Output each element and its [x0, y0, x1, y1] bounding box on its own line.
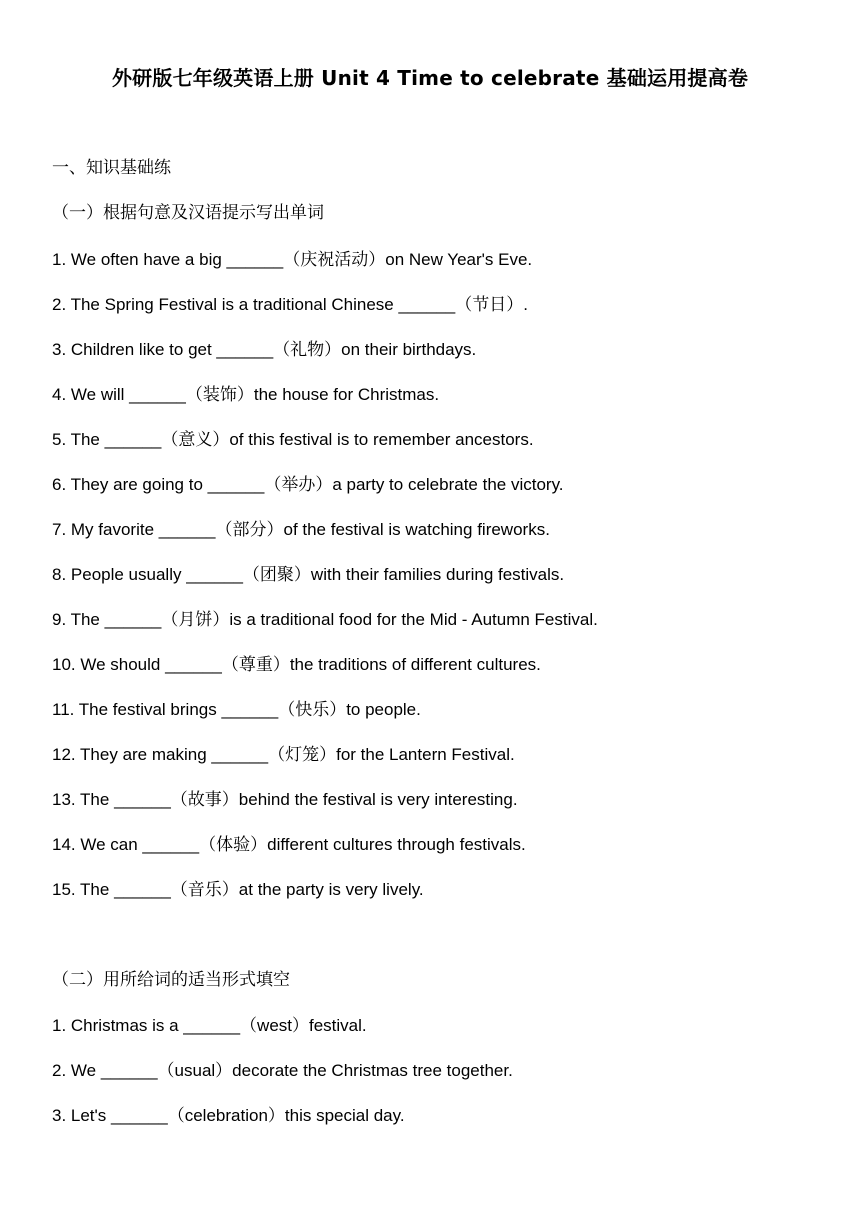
question-item: 4. We will ______（装饰）the house for Christmas. — [52, 385, 440, 404]
question-item: 15. The ______（音乐）at the party is very lively. — [52, 880, 424, 899]
question-item: 11. The festival brings ______（快乐）to people. — [52, 700, 421, 719]
section-heading: 一、知识基础练 — [52, 158, 171, 178]
question-item: 5. The ______（意义）of this festival is to remember ancestors. — [52, 430, 534, 449]
question-item: 2. The Spring Festival is a traditional Chinese ______（节日）. — [52, 295, 528, 314]
question-item: 3. Children like to get ______（礼物）on their birthdays. — [52, 340, 477, 359]
question-item: 2. We ______（usual）decorate the Christmas tree together. — [52, 1061, 513, 1080]
question-item: 1. Christmas is a ______（west）festival. — [52, 1016, 367, 1035]
question-item: 3. Let's ______（celebration）this special day. — [52, 1106, 405, 1125]
question-item: 9. The ______（月饼）is a traditional food for the Mid - Autumn Festival. — [52, 610, 598, 629]
question-item: 14. We can ______（体验）different cultures through festivals. — [52, 835, 526, 854]
question-item: 7. My favorite ______（部分）of the festival is watching fireworks. — [52, 520, 550, 539]
question-item: 1. We often have a big ______（庆祝活动）on New Year's Eve. — [52, 250, 533, 269]
part-heading-word-forms: （二）用所给词的适当形式填空 — [52, 970, 290, 990]
question-item: 10. We should ______（尊重）the traditions of different cultures. — [52, 655, 541, 674]
question-item: 13. The ______（故事）behind the festival is very interesting. — [52, 790, 518, 809]
question-item: 6. They are going to ______（举办）a party to celebrate the victory. — [52, 475, 564, 494]
question-item: 12. They are making ______（灯笼）for the Lantern Festival. — [52, 745, 515, 764]
page-title: 外研版七年级英语上册 Unit 4 Time to celebrate 基础运用提高卷 — [111, 66, 749, 90]
part-heading-word-spelling: （一）根据句意及汉语提示写出单词 — [52, 203, 324, 223]
question-item: 8. People usually ______（团聚）with their families during festivals. — [52, 565, 565, 584]
